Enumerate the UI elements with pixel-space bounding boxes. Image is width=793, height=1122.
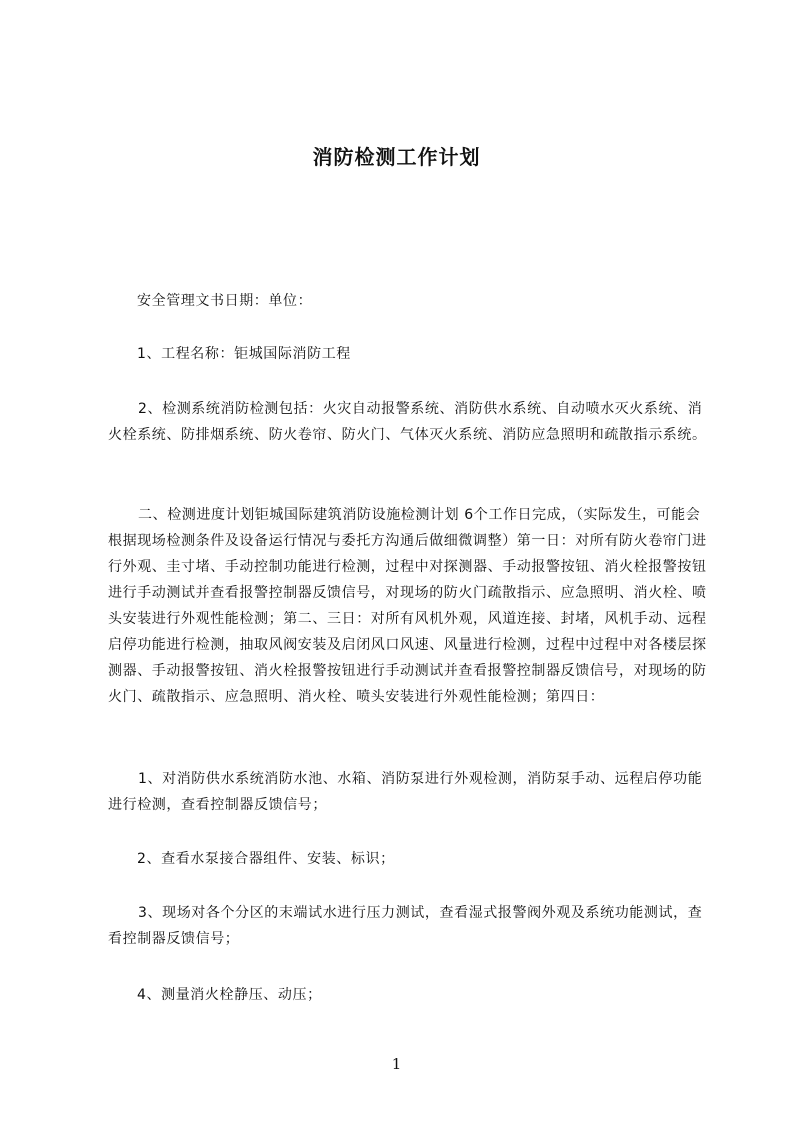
document-title: 消防检测工作计划	[312, 145, 481, 169]
paragraph-detection-systems: 2、检测系统消防检测包括：火灾自动报警系统、消防供水系统、自动喷水灭火系统、消火栓系统、防排烟系统、防火卷帘、防火门、气体灭火系统、消防应急照明和疏散指示系统。	[108, 401, 707, 443]
paragraph-day4-item4: 4、测量消火栓静压、动压；	[137, 987, 322, 1003]
paragraph-project-name: 1、工程名称：钜城国际消防工程	[137, 346, 351, 362]
page-number: 1	[391, 1055, 402, 1073]
paragraph-day4-item3: 3、现场对各个分区的末端试水进行压力测试，查看湿式报警阀外观及系统功能测试，查看控制器反馈信号；	[108, 905, 703, 947]
paragraph-day4-item2: 2、查看水泵接合器组件、安装、标识；	[137, 851, 395, 867]
header-line: 安全管理文书日期：单位：	[137, 293, 313, 309]
paragraph-day4-item1: 1、对消防供水系统消防水池、水箱、消防泵进行外观检测，消防泵手动、远程启停功能进行检测，查看控制器反馈信号；	[108, 771, 703, 813]
paragraph-schedule: 二、检测进度计划钜城国际建筑消防设施检测计划 6个工作日完成，（实际发生，可能会根据现场检测条件及设备运行情况与委托方沟通后做细微调整）第一日：对所有防火卷帘门进行外观、圭寸堵、手动控制功能进行检测，过程中对探测器、手动报警按钮、消火栓报警按钮进行手动测试并查看报警控制器反馈信号，对现场的防火门疏散指示、应急照明、消火栓、喷头安装进行外观性能检测；第二、三日：对所有风机外观，风道连接、封堵，风机手动、远程启停功能进行检测，抽取风阀安装及启闭风口风速、风量进行检测，过程中过程中对各楼层探测器、手动报警按钮、消火栓报警按钮进行手动测试并查看报警控制器反馈信号，对现场的防火门、疏散指示、应急照明、消火栓、喷头安装进行外观性能检测；第四日：	[108, 507, 707, 705]
